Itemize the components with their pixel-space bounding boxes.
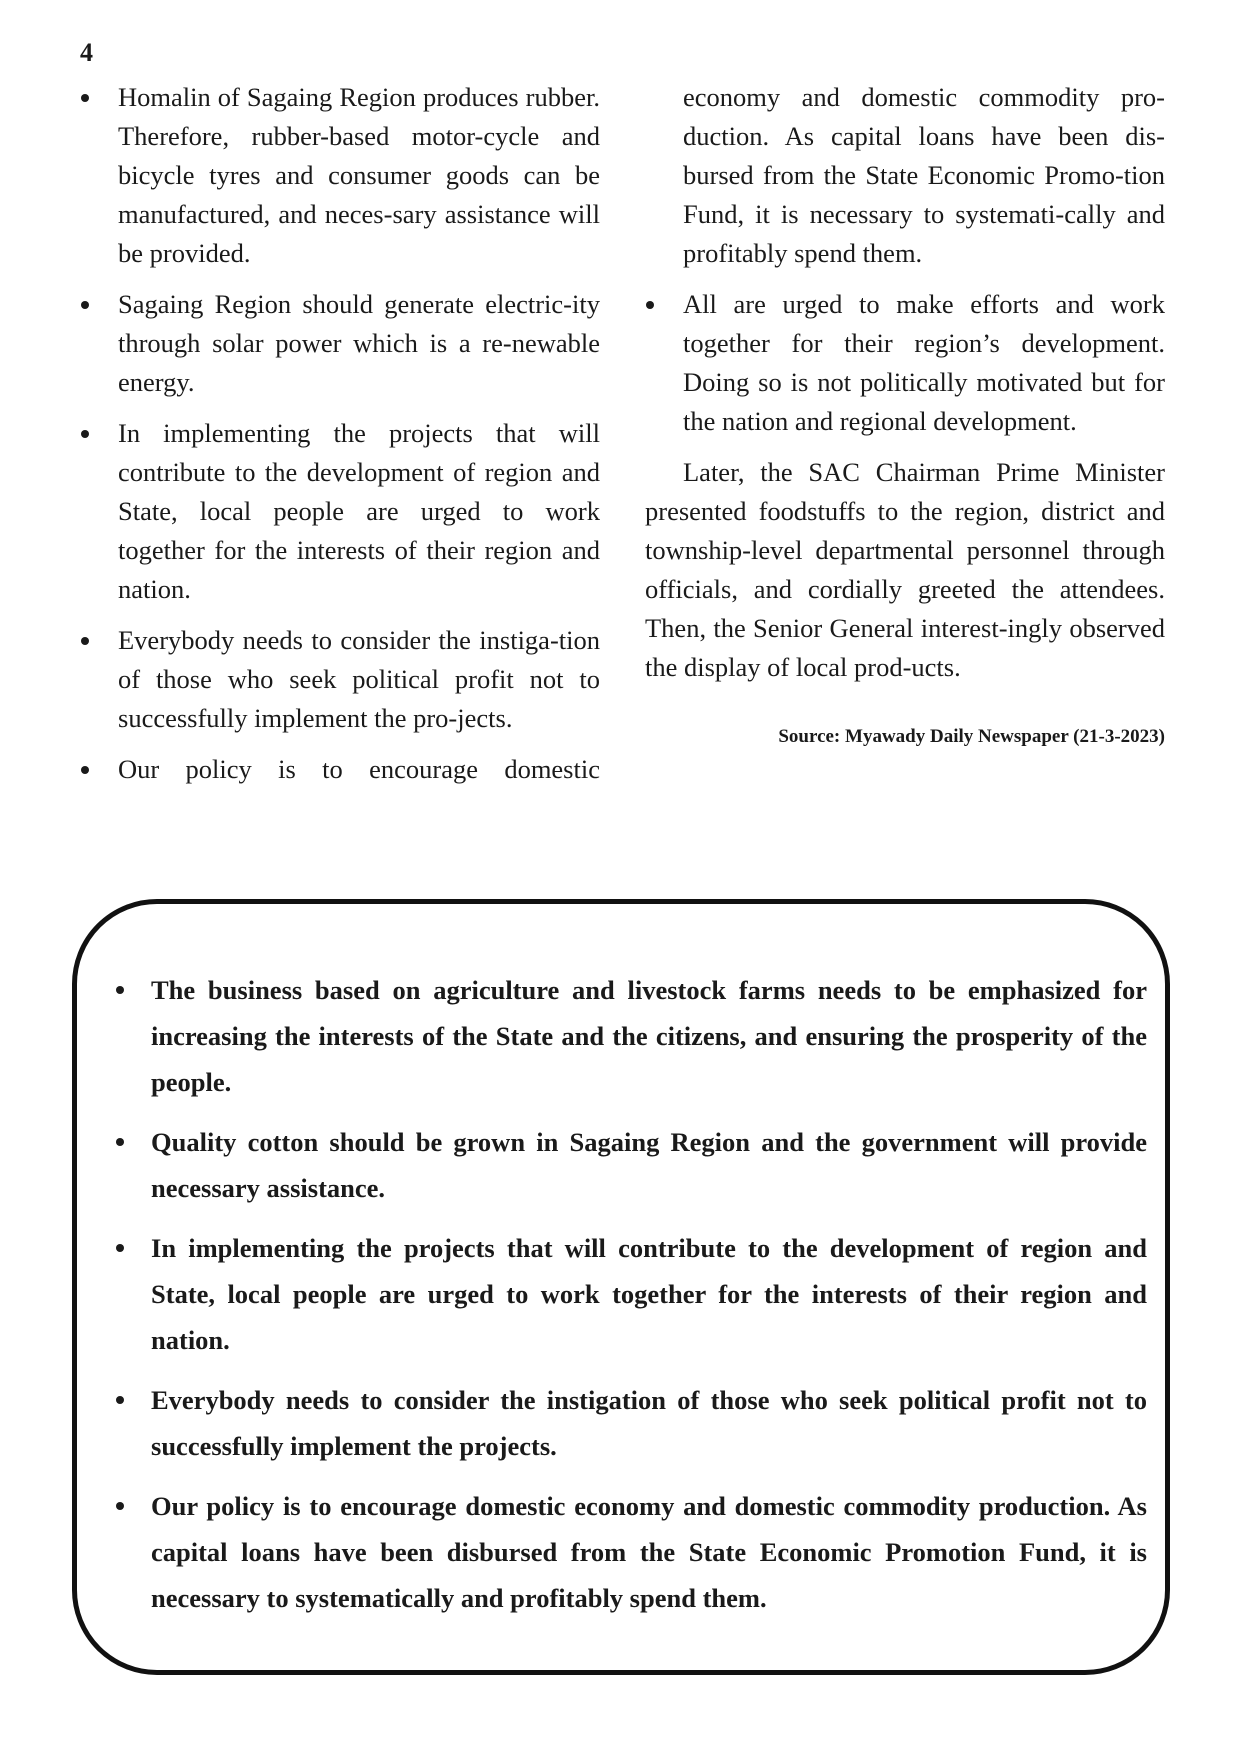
body-paragraph: Later, the SAC Chairman Prime Minister presented foodstuffs to the region, district and township-level departmental personnel through officials, and cordially greeted the attendees. Then, the Senior General interest-ingly observed the display of local prod-ucts.	[645, 457, 1165, 682]
list-item: Sagaing Region should generate electric-ity through solar power which is a re-newable energy.	[80, 285, 600, 402]
source-citation: Source: Myawady Daily Newspaper (21-3-2023)	[778, 726, 1165, 747]
list-item: All are urged to make efforts and work together for their region’s development. Doing so is not politically motivated but for the nation and regional development.	[645, 285, 1165, 441]
list-item: Our policy is to encourage domestic	[80, 750, 600, 789]
list-item: Our policy is to encourage domestic economy and domestic commodity production. As capital loans have been disbursed from the State Economic Promotion Fund, it is necessary to systematically and profitably spend them.	[115, 1483, 1147, 1621]
list-item: The business based on agriculture and livestock farms needs to be emphasized for increasing the interests of the State and the citizens, and ensuring the prosperity of the people.	[115, 967, 1147, 1105]
highlight-bullet-list	[115, 967, 1147, 1635]
list-item: In implementing the projects that will contribute to the development of region and State, local people are urged to work together for the interests of their region and nation.	[115, 1225, 1147, 1363]
right-bullet-list	[645, 78, 1165, 441]
right-column	[645, 78, 1165, 749]
left-column	[80, 78, 600, 801]
list-item: Everybody needs to consider the instigation of those who seek political profit not to successfully implement the projects.	[115, 1377, 1147, 1469]
list-item: In implementing the projects that will contribute to the development of region and State, local people are urged to work together for the interests of their region and nation.	[80, 414, 600, 609]
list-item: Homalin of Sagaing Region produces rubber. Therefore, rubber-based motor-cycle and bicycle tyres and consumer goods can be manufactured, and neces-sary assistance will be provided.	[80, 78, 600, 273]
list-item: Everybody needs to consider the instiga-tion of those who seek political profit not to successfully implement the pro-jects.	[80, 621, 600, 738]
highlight-box	[72, 899, 1170, 1675]
list-item-continuation: economy and domestic commodity pro-duction. As capital loans have been dis-bursed from the State Economic Promo-tion Fund, it is necessary to systemati-cally and profitably spend them.	[683, 82, 1165, 268]
left-bullet-list	[80, 78, 600, 789]
page-number: 4	[80, 38, 93, 67]
list-item: Quality cotton should be grown in Sagaing Region and the government will provide necessary assistance.	[115, 1119, 1147, 1211]
